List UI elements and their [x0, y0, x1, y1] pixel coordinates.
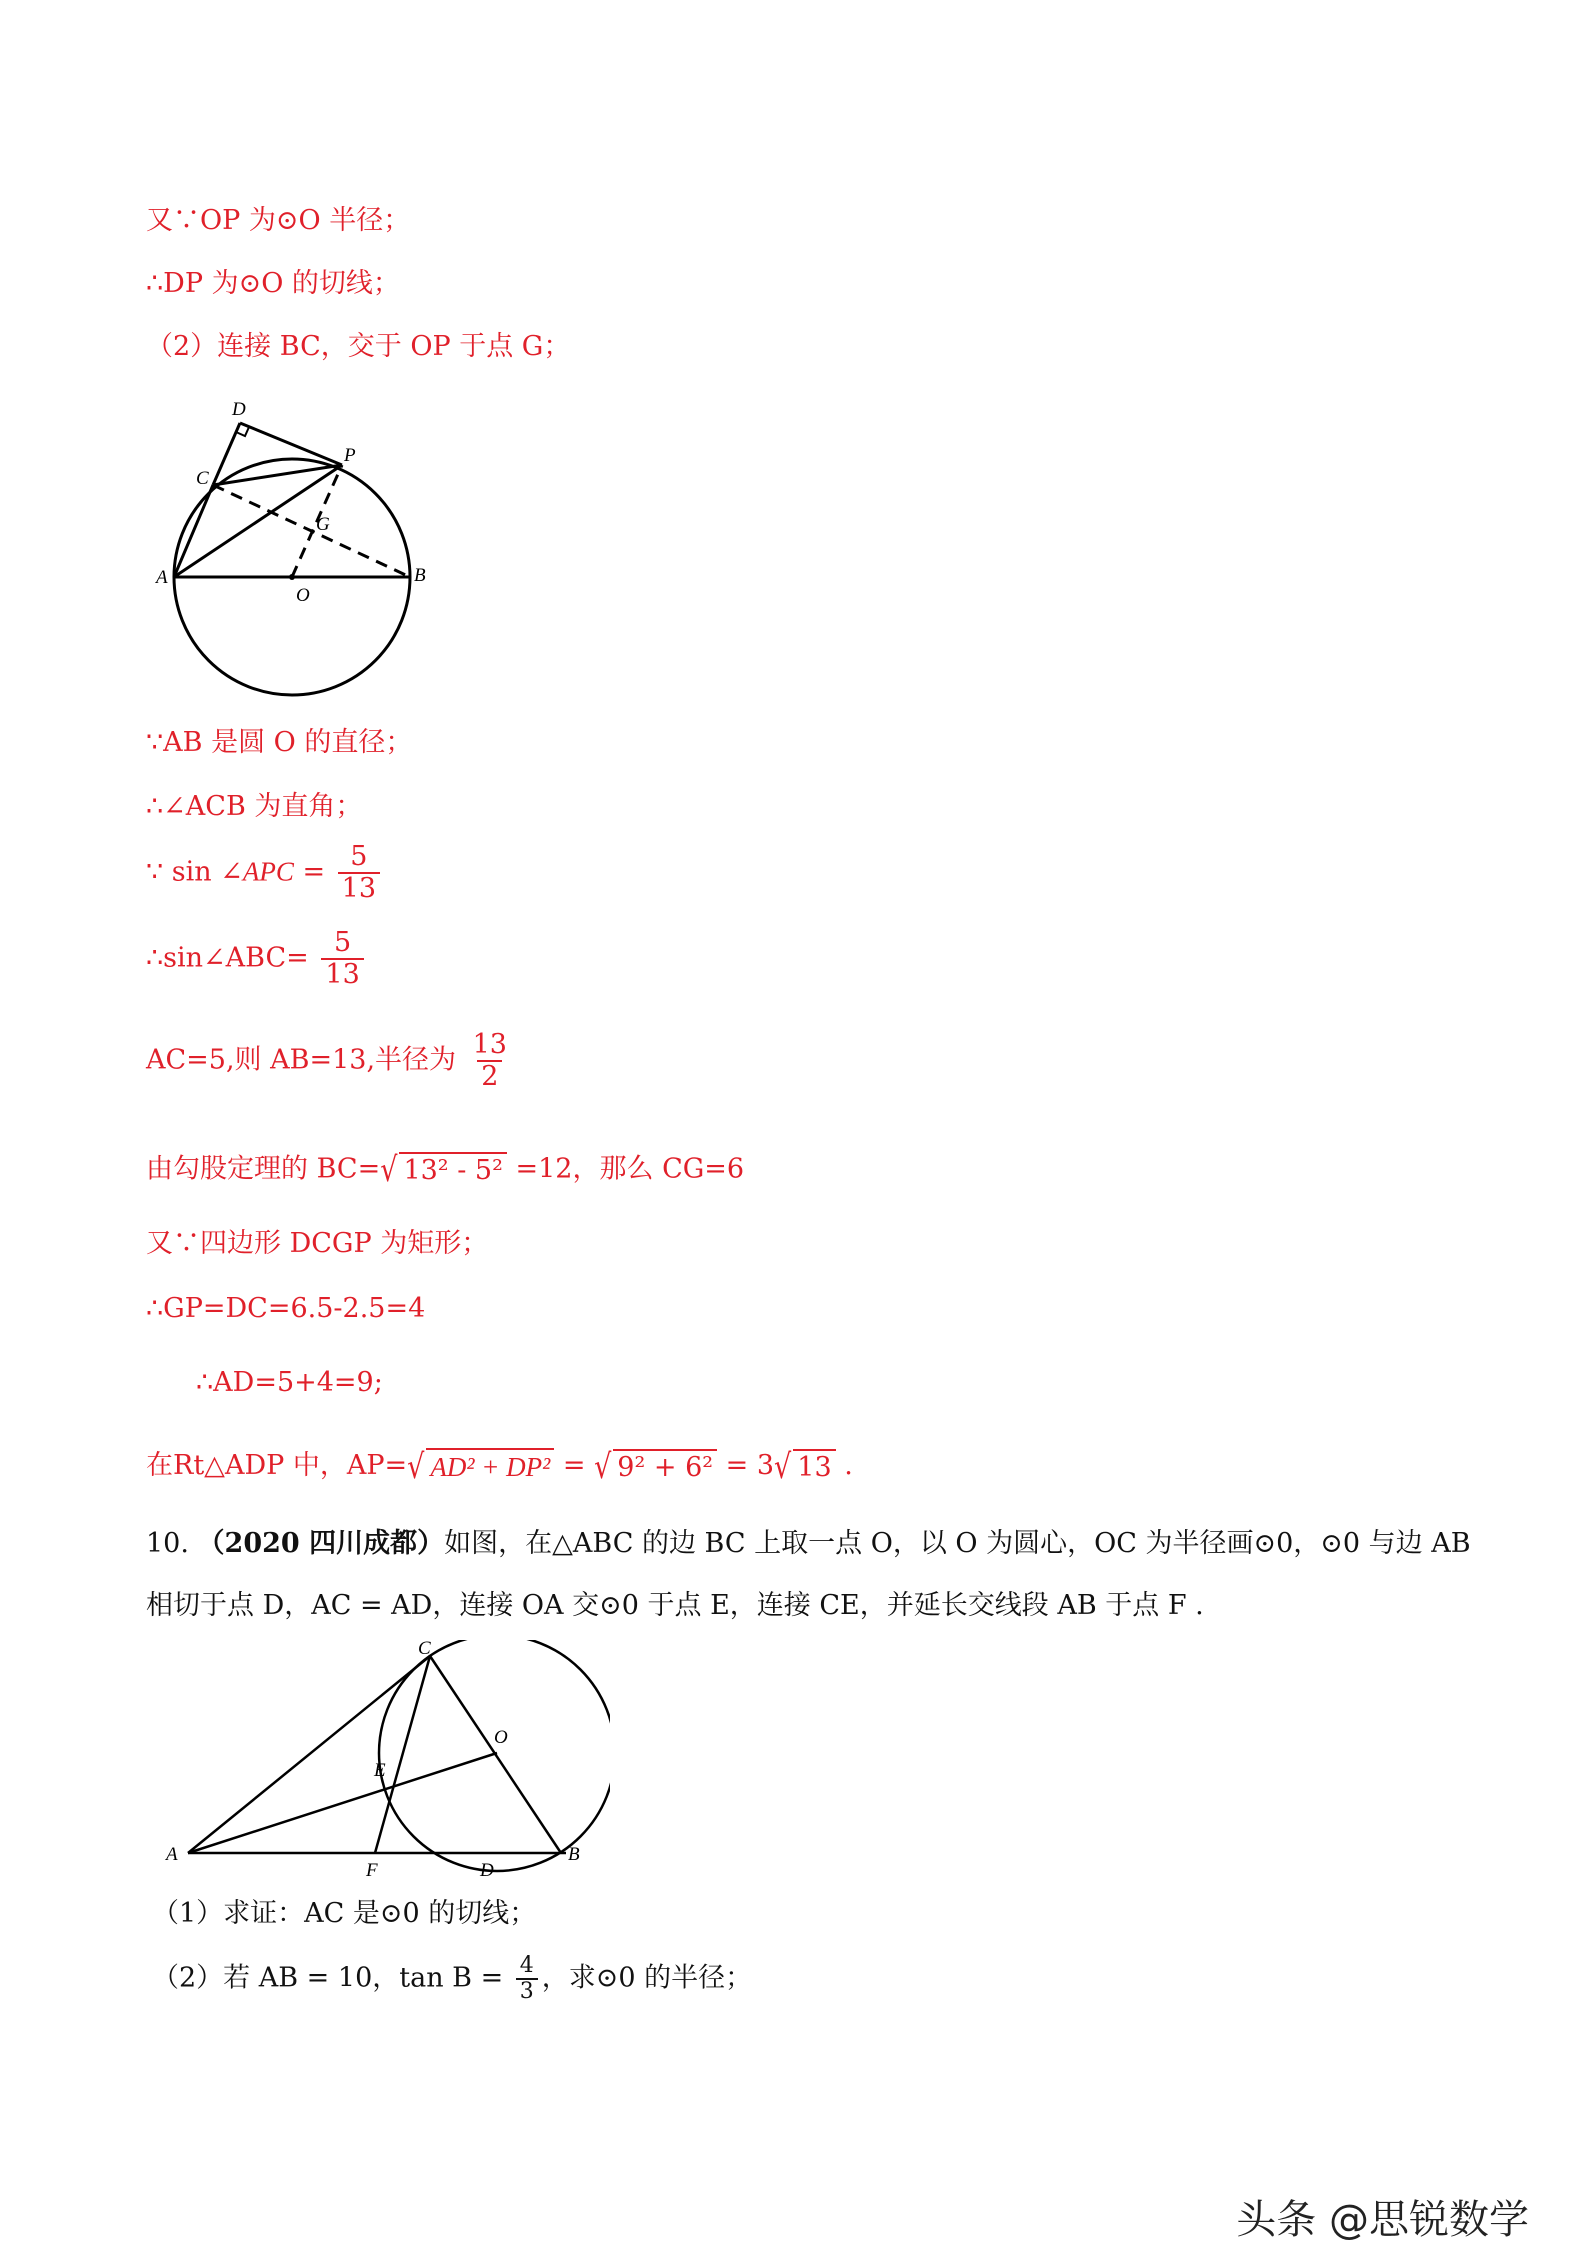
- problem-10-line-2: 相切于点 D，AC = AD，连接 OA 交⊙0 于点 E，连接 CE，并延长交线段 AB 于点 F .: [146, 1590, 1204, 1621]
- numerator: 5: [350, 841, 368, 872]
- radicand: 9² + 6²: [613, 1449, 717, 1485]
- label-b: B: [414, 565, 426, 586]
- solution-line-dp-tangent: ∴DP 为⊙O 的切线；: [146, 268, 400, 299]
- solution-line-sin-abc: [146, 928, 368, 990]
- label-a: A: [166, 1844, 178, 1865]
- text: ∵ sin ∠: [146, 856, 243, 888]
- radicand: 13² - 5²: [399, 1152, 506, 1188]
- text: AC=5,则 AB=13,半径为: [146, 1044, 457, 1076]
- problem-10-line-1: [146, 1527, 1471, 1561]
- watermark: 头条 @思锐数学: [1236, 2197, 1529, 2243]
- numerator: 5: [333, 927, 352, 958]
- circle-diagram-1: [150, 395, 450, 705]
- solution-line-op-radius: 又∵OP 为⊙O 半径；: [146, 205, 411, 236]
- sqrt: √ 13: [774, 1449, 836, 1485]
- label-o: O: [296, 585, 310, 606]
- label-o: O: [494, 1727, 508, 1748]
- denominator: 2: [477, 1060, 502, 1092]
- label-b: B: [568, 1844, 580, 1865]
- label-d: D: [232, 399, 246, 420]
- problem-number: 10.: [146, 1528, 189, 1559]
- text: 由勾股定理的 BC=: [146, 1153, 381, 1185]
- fraction: [338, 842, 380, 904]
- solution-line-part2: （2）连接 BC，交于 OP 于点 G；: [146, 331, 571, 362]
- text: = 3: [717, 1450, 775, 1481]
- sqrt: √ 13² - 5²: [380, 1152, 507, 1188]
- solution-line-ap: [146, 1448, 853, 1485]
- text: ∴sin∠ABC=: [146, 942, 309, 974]
- solution-line-radius: [146, 1030, 515, 1092]
- problem-text: 如图，在△ABC 的边 BC 上取一点 O，以 O 为圆心，OC 为半径画⊙0，⊙0 与边 AB: [444, 1528, 1471, 1559]
- sqrt: √ 9² + 6²: [594, 1449, 717, 1485]
- triangle-circle-diagram-2: [160, 1640, 610, 1880]
- solution-line-ab-diameter: ∵AB 是圆 O 的直径；: [146, 727, 413, 758]
- numerator: 4: [519, 1953, 534, 1978]
- radicand: 13: [793, 1449, 835, 1485]
- fraction: [469, 1030, 511, 1092]
- denominator: 13: [338, 872, 380, 904]
- text: ，求⊙0 的半径；: [541, 1962, 753, 1994]
- label-p: P: [344, 445, 356, 466]
- radicand: AD² + DP²: [426, 1448, 554, 1484]
- text: 在Rt△ADP 中，AP=: [146, 1450, 408, 1481]
- denominator: 13: [321, 958, 363, 990]
- label-e: E: [374, 1760, 386, 1781]
- text: （2）若 AB = 10，tan B =: [152, 1962, 512, 1994]
- solution-line-ad: ∴AD=5+4=9;: [196, 1367, 383, 1398]
- problem-10-question-1: （1）求证：AC 是⊙0 的切线；: [152, 1898, 537, 1929]
- solution-line-pythagoras-bc: [146, 1152, 744, 1188]
- fraction: [321, 928, 363, 990]
- fraction: [516, 1954, 538, 2004]
- text: =: [293, 856, 334, 888]
- problem-source: （2020 四川成都）: [197, 1528, 445, 1559]
- label-d: D: [480, 1860, 494, 1880]
- problem-10-question-2: [152, 1954, 752, 2004]
- sqrt: √ AD² + DP²: [407, 1448, 554, 1485]
- text: APC: [242, 856, 294, 887]
- label-a: A: [156, 567, 168, 588]
- label-c: C: [196, 468, 209, 489]
- text: =12，那么 CG=6: [506, 1153, 745, 1185]
- numerator: 13: [472, 1029, 507, 1060]
- solution-line-sin-apc: [146, 842, 384, 904]
- denominator: 3: [516, 1978, 538, 2004]
- solution-line-acb-right: ∴∠ACB 为直角；: [146, 791, 363, 822]
- solution-line-gp: ∴GP=DC=6.5-2.5=4: [146, 1293, 426, 1324]
- text: =: [554, 1450, 595, 1481]
- label-g: G: [316, 514, 330, 535]
- label-c: C: [418, 1640, 431, 1659]
- label-f: F: [366, 1860, 378, 1880]
- text: .: [835, 1450, 853, 1481]
- solution-line-rectangle: 又∵四边形 DCGP 为矩形；: [146, 1228, 489, 1259]
